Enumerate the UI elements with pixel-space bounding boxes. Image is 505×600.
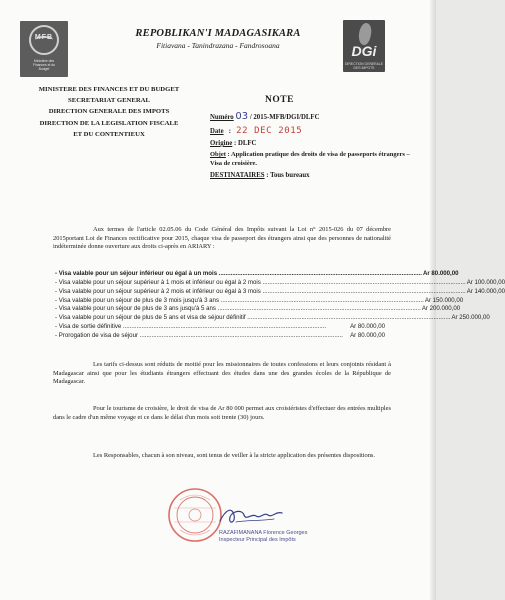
tariff-amount: Ar 80.000,00 <box>350 323 385 331</box>
ministry-line: SECRETARIAT GENERAL <box>68 97 150 105</box>
tariff-amount: Ar 80.000,00 <box>422 270 459 277</box>
numero-handwritten: 03 <box>235 111 249 122</box>
numero-label: Numéro <box>210 114 234 121</box>
tariff-row <box>55 332 385 341</box>
tariff-label: - Visa valable pour un séjour de plus de 5 ans et visa de séjour définitif ........................................................................................................................ <box>55 314 451 322</box>
tariff-label: - Prorogation de visa de séjour ........................................................................................................................ <box>55 331 343 339</box>
tariff-label: - Visa valable pour un séjour de plus de 3 mois jusqu'à 3 ans ........................................................................................................................ <box>55 296 424 304</box>
tariff-amount: Ar 80.000,00 <box>350 331 385 339</box>
signatory-name: RAZAFIMANANA Florence Georges <box>219 530 308 536</box>
closing-paragraph: Les Responsables, chacun à son niveau, sont tenus de veiller à la stricte application des présentes dispositions. <box>93 452 376 459</box>
numero-suffix: / 2015-MFB/DGI/DLFC <box>249 114 320 121</box>
origine-value: : DLFC <box>233 140 257 147</box>
mfb-logo-letters: MFB <box>34 34 54 41</box>
date-label: Date <box>210 128 224 135</box>
ministry-line: MINISTERE DES FINANCES ET DU BUDGET <box>38 86 180 93</box>
tariff-row <box>55 305 461 314</box>
destinataires-label: DESTINATAIRES <box>210 172 265 179</box>
note-destinataires <box>210 172 310 179</box>
note-title: NOTE <box>265 95 294 105</box>
cruise-paragraph: Pour le tourisme de croisière, le droit de visa de Ar 80 000 permet aux croisiéristes d'effectuer des entrées multiples dans le cadre d'un même voyage et ce dans le délai d'un mois soit trente (30) jours. <box>53 405 391 421</box>
tariff-row <box>55 270 459 279</box>
ministry-line: DIRECTION DE LA LEGISLATION FISCALE <box>39 119 179 127</box>
signatory-block <box>219 530 339 544</box>
date-stamp: 22 DEC 2015 <box>236 126 303 136</box>
tariff-row <box>55 296 464 306</box>
tariff-label: - Visa valable pour un séjour supérieur à 2 mois et inférieur ou égal à 3 mois ........................................................................................................................ <box>55 287 466 295</box>
note-objet <box>210 151 410 168</box>
tariff-list <box>55 270 505 341</box>
republic-title: REPOBLIKAN'I MADAGASIKARA <box>135 28 301 39</box>
dgi-logo-caption: DIRECTION GENERALE DES IMPOTS <box>344 62 384 70</box>
ministry-block <box>0 84 218 140</box>
tariff-label: - Visa valable pour un séjour inférieur ou égal à un mois ........................................................................................................................ <box>55 270 422 277</box>
note-numero <box>210 111 319 122</box>
tariff-row <box>55 314 490 323</box>
tariff-label: - Visa valable pour un séjour supérieur à 1 mois et inférieur ou égal à 2 mois ........................................................................................................................ <box>55 278 466 286</box>
origine-label: Origine <box>210 140 233 147</box>
objet-label: Objet <box>210 151 226 158</box>
tariff-row <box>55 323 385 332</box>
ministry-line: DIRECTION GENERALE DES IMPOTS <box>48 108 170 116</box>
national-motto: Fitiavana - Tanindrazana - Fandrosoana <box>156 41 280 50</box>
intro-paragraph: Aux termes de l'article 02.05.06 du Code Général des Impôts suivant la Loi n° 2015-026 du 07 décembre 2015portant Loi de Finances rectificative pour 2015, chaque visa de passeport des étrangers ainsi que des personnes de nationalité indéterminée donne ouverture aux droits ci-après en ARIARY : <box>53 226 391 250</box>
signature-icon <box>216 503 286 529</box>
note-origine <box>210 140 256 147</box>
tariff-amount: Ar 200.000,00 <box>421 305 461 313</box>
tariff-amount: Ar 250.000,00 <box>451 314 490 322</box>
ministry-line: ET DU CONTENTIEUX <box>73 130 145 138</box>
tariff-amount: Ar 150.000,00 <box>424 296 464 304</box>
tariff-amount: Ar 100.000,00 <box>466 278 505 286</box>
mfb-logo-caption: Ministère des Finances et du Budget <box>32 59 56 71</box>
note-date: Date : 22 DEC 2015 <box>210 126 303 136</box>
tariff-row <box>55 287 505 297</box>
dgi-logo <box>343 20 385 72</box>
reduction-paragraph: Les tarifs ci-dessus sont réduits de moitié pour les missionnaires de toutes confessions et leurs conjoints résidant à Madagascar ainsi que pour les étudiants étrangers effectuant des études dans une des grandes écoles de la République de Madagascar. <box>53 361 391 385</box>
dgi-logo-letters: DGi <box>351 43 377 59</box>
objet-text: : Application pratique des droits de visa de passeports étrangers – Visa de croisière. <box>210 151 410 167</box>
signatory-title: Inspecteur Principal des Impôts <box>219 537 296 543</box>
destinataires-value: : Tous bureaux <box>266 172 310 179</box>
tariff-row <box>55 278 505 288</box>
tariff-label: - Visa de sortie définitive ........................................................................................................................ <box>55 323 327 331</box>
tariff-label: - Visa valable pour un séjour de plus de 3 ans jusqu'à 5 ans ........................................................................................................................ <box>55 305 421 313</box>
tariff-amount: Ar 140.000,00 <box>466 287 505 295</box>
